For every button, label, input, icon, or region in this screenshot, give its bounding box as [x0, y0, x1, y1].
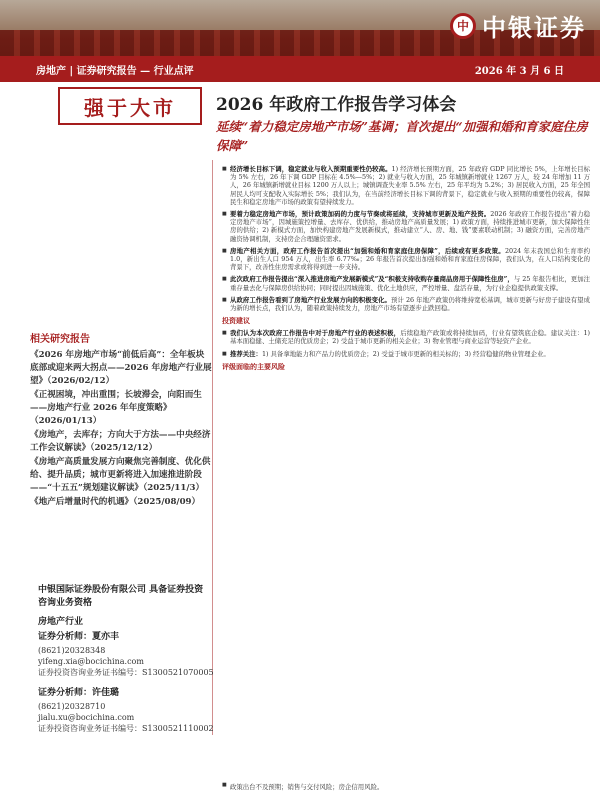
related-reports	[30, 330, 212, 510]
body-point: ■ 从政府工作报告看到了房地产行业发展方向的积极变化。预计 26 年地产政策仍将维持宽松基调，城市更新与好房子建设有望成为新的增长点，我们认为，随着政策持续发力，房地产市场有望逐步止跌回稳。	[222, 296, 590, 312]
invest-point: ■ 推荐关注：1) 具备拿地能力和产品力的优质房企；2) 受益于城市更新的相关标的；3) 经营稳健的物业管理企业。	[222, 350, 590, 358]
analyst-email[interactable]: jialu.xu@bocichina.com	[38, 713, 135, 722]
analyst-cert: 证券投资咨询业务证书编号：S1300521110002	[38, 724, 214, 733]
related-item[interactable]: 《地产后增量时代的机遇》（2025/08/09）	[30, 497, 201, 507]
related-item[interactable]: 《正视困境，冲出重围；长坡滞会，向阳而生——房地产行业 2026 年年度策略》（2026/01/13）	[30, 390, 202, 426]
analyst-phone: (8621)20328710	[38, 702, 106, 711]
analyst-name: 证券分析师：夏亦丰	[38, 632, 120, 642]
analyst-name: 证券分析师：许佳璐	[38, 688, 120, 698]
related-heading: 相关研究报告	[30, 334, 90, 345]
main-body	[222, 165, 590, 375]
analyst-email[interactable]: yifeng.xia@bocichina.com	[38, 657, 144, 666]
analyst-card	[38, 632, 218, 678]
analyst-card	[38, 688, 218, 734]
analyst-phone: (8621)20328348	[38, 646, 106, 655]
sector-label: 房地产行业	[38, 617, 84, 627]
body-point: ■ 经济增长目标下调，稳定就业与收入预期重要性仍较高。1) 经济增长预期方面，25 年政府 GDP 同比增长 5%，上年增长目标为 5% 左右，26 年下调 GDP 目标在 4.5%—5%；2) 就业与收入方面，25 年城镇新增就业 1267 万人，较 24 年增加 11 万人，26 年城镇新增就业目标 1200 万人以上；城镇调查失业率 5.5% 左右，25 年平均为 5.2%；3) 居民收入方面，25 年全国居民人均可支配收入实际增长 5%；我们认为，在当前经济增长目标下调的背景下，稳定就业与收入预期的重要性仍较高，保障民生和稳定房地产市场的政策有望持续发力。	[222, 165, 590, 206]
boc-logo-icon: 中	[450, 13, 476, 39]
risk-text: ■ 政策出台不及预期；销售与交付风险；房企信用风险。	[222, 782, 590, 791]
report-category: 房地产 | 证券研究报告 — 行业点评	[36, 65, 194, 77]
invest-point: ■ 我们认为本次政府工作报告中对于房地产行业的表述积极，后续稳地产政策或将持续加码，行业有望筑底企稳。建议关注：1) 基本面稳健、土储充足的优质房企；2) 受益于城市更新的相关企业；3) 物业管理与商业运营等轻资产企业。	[222, 329, 590, 345]
report-headline: 延续“着力稳定房地产市场”基调；首次提出“加强和婚和育家庭住房保障”	[216, 119, 588, 153]
report-subbar	[0, 56, 600, 82]
body-point: ■ 房地产相关方面，政府工作报告首次提出“加强和婚和育家庭住房保障”，后续或有更多政策。2024 年末我国总和生育率约 1.0，新出生人口 954 万人，出生率 6.77‰；26 年报告首次提出加强和婚和育家庭住房保障，我们认为，在人口结构变化的背景下，改善性住房需求或将得到进一步支持。	[222, 247, 590, 272]
brand-logo	[450, 8, 586, 43]
report-title: 2026 年政府工作报告学习体会	[216, 95, 457, 115]
body-point: ■ 此次政府工作报告提出“深入推进房地产发展新模式”及“积极支持收购存量商品房用于保障性住房”，与 25 年报告相比，更加注重存量去化与保障房供给协同；同时提出因城施策、优化土地供应，严控增量、盘活存量，为行业企稳提供政策支撑。	[222, 275, 590, 291]
header-banner	[0, 0, 600, 56]
brand-name: 中银证券	[482, 14, 586, 42]
report-date: 2026 年 3 月 6 日	[474, 65, 564, 77]
analyst-cert: 证券投资咨询业务证书编号：S1300521070005	[38, 668, 214, 677]
related-item[interactable]: 《2026 年房地产市场“前低后高”：全年板块底部或迎来两大拐点——2026 年房地产行业展望》（2026/02/12）	[30, 350, 212, 386]
org-name: 中银国际证券股份有限公司 具备证券投资咨询业务资格	[38, 585, 204, 608]
related-item[interactable]: 《房地产，去库存；方向大于方法——中央经济工作会议解读》（2025/12/12）	[30, 430, 211, 453]
rating-badge: 强于大市	[58, 87, 202, 125]
invest-heading: 投资建议	[222, 316, 250, 326]
body-point: ■ 要着力稳定房地产市场，预计政策加码的力度与节奏或将延续，支持城市更新及地产投资。2026 年政府工作报告提出“着力稳定房地产市场”，因城施策控增量、去库存、优供给，推动房地产高质量发展；1) 政策方面，持续推进城市更新，加大保障性住房的供给；2) 新模式方面，加快构建房地产发展新模式，推动建立“人、房、地、钱”要素联动机制；3) 融资方面，完善房地产融资协调机制，支持房企合理融资需求。	[222, 210, 590, 243]
related-item[interactable]: 《房地产高质量发展方向聚焦完善制度、优化供给、提升品质；城市更新将进入加速推进阶段——“十五五”规划建议解读》（2025/11/3）	[30, 457, 211, 493]
risk-heading: 评级面临的主要风险	[222, 361, 285, 371]
